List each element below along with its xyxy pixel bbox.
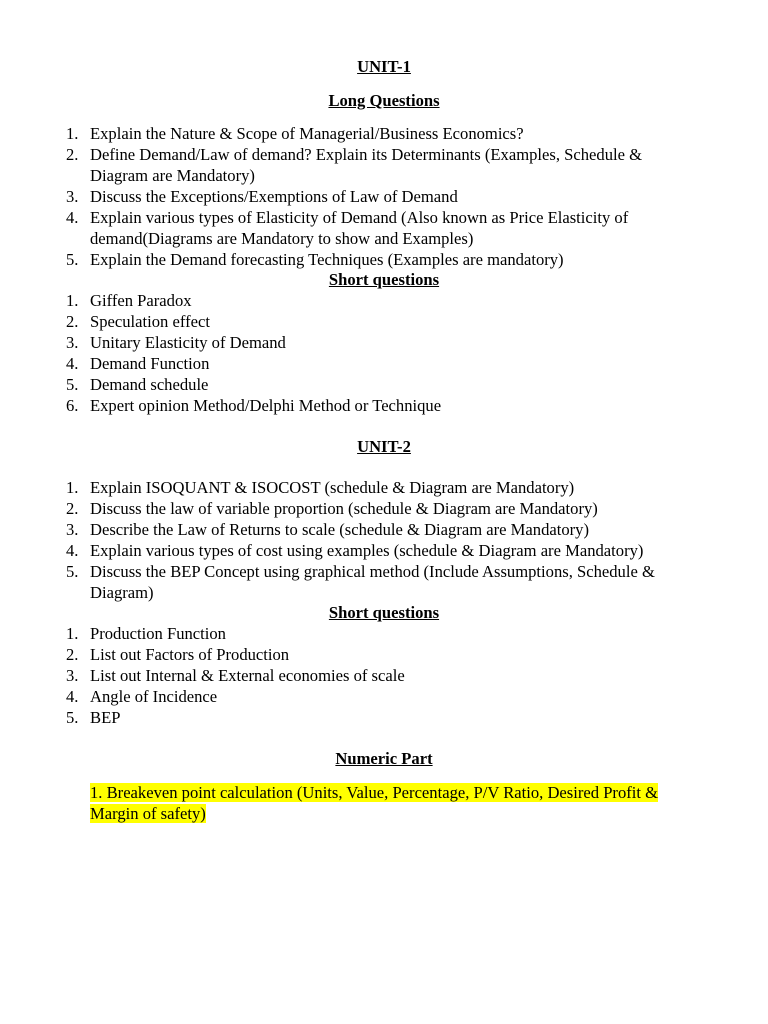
highlighted-text: 1. Breakeven point calculation (Units, Value, Percentage, P/V Ratio, Desired Profit & Margin of safety)	[90, 783, 659, 823]
unit1-long-questions-heading: Long Questions	[328, 91, 440, 110]
list-item: 4. Explain various types of cost using examples (schedule & Diagram are Mandatory)	[66, 541, 644, 560]
list-item: 3. List out Internal & External economies of scale	[66, 666, 405, 685]
list-item: 6. Expert opinion Method/Delphi Method or Technique	[66, 396, 442, 415]
list-item: 1. Production Function	[66, 624, 226, 643]
unit1-long-questions-list	[0, 123, 690, 270]
numeric-part-heading: Numeric Part	[335, 749, 433, 768]
list-item: 5. Demand schedule	[66, 375, 209, 394]
unit2-short-questions-heading: Short questions	[328, 603, 440, 622]
list-item: 1. Explain the Nature & Scope of Managerial/Business Economics?	[66, 124, 524, 143]
list-item: 4. Angle of Incidence	[66, 687, 218, 706]
list-item: 5. BEP	[66, 708, 121, 727]
unit1-short-questions-heading: Short questions	[328, 270, 440, 289]
list-item: 2. Discuss the law of variable proportion (schedule & Diagram are Mandatory)	[66, 499, 598, 518]
list-item: 3. Unitary Elasticity of Demand	[66, 333, 286, 352]
list-item: 4. Demand Function	[66, 354, 210, 373]
unit2-title: UNIT-2	[357, 437, 411, 456]
list-item: 3. Discuss the Exceptions/Exemptions of Law of Demand	[66, 187, 458, 206]
list-item: 5. Explain the Demand forecasting Techniques (Examples are mandatory)	[66, 250, 564, 269]
unit1-title: UNIT-1	[357, 57, 411, 76]
numeric-part-item	[90, 782, 690, 824]
unit2-long-questions-list	[0, 477, 700, 603]
list-item: 2. Speculation effect	[66, 312, 210, 331]
list-item: 2. List out Factors of Production	[66, 645, 290, 664]
list-item: 1. Explain ISOQUANT & ISOCOST (schedule & Diagram are Mandatory)	[66, 478, 575, 497]
list-item: 1. Giffen Paradox	[66, 291, 192, 310]
unit2-short-questions-list	[0, 623, 700, 728]
list-item: 2. Define Demand/Law of demand? Explain its Determinants (Examples, Schedule & Diagram are Mandatory)	[66, 145, 643, 185]
list-item: 3. Describe the Law of Returns to scale (schedule & Diagram are Mandatory)	[66, 520, 590, 539]
unit1-short-questions-list	[0, 290, 700, 416]
list-item: 5. Discuss the BEP Concept using graphical method (Include Assumptions, Schedule & Diagram)	[66, 562, 655, 602]
list-item: 4. Explain various types of Elasticity of Demand (Also known as Price Elasticity of demand(Diagrams are Mandatory to show and Examples)	[66, 208, 629, 248]
